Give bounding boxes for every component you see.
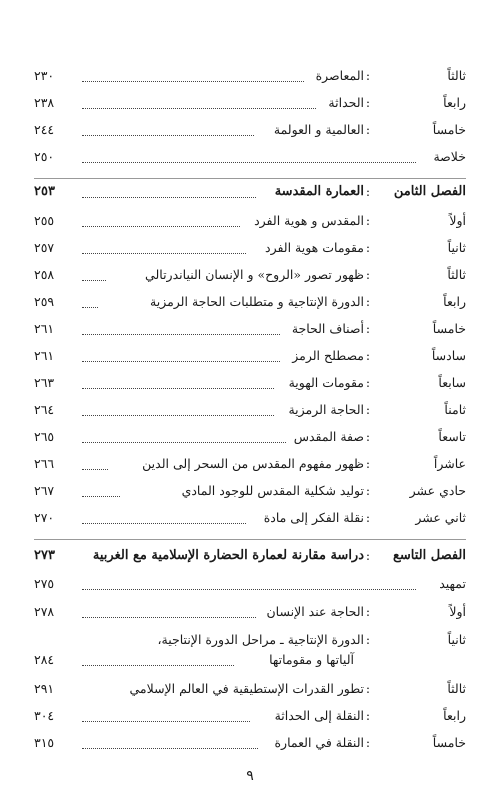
entry-title: المعاصرة (315, 68, 364, 83)
entry-colon: : (365, 68, 371, 83)
entry-colon: : (365, 456, 371, 471)
entry-colon: : (365, 184, 371, 199)
leader-dots (82, 665, 234, 666)
toc-entry (34, 122, 466, 146)
entry-colon: : (365, 735, 371, 750)
toc-entry (34, 483, 466, 507)
leader-dots (82, 442, 286, 443)
entry-page: ٢٦٦ (34, 456, 55, 471)
entry-colon: : (365, 510, 371, 525)
toc-entry (34, 510, 466, 534)
toc-entry (34, 68, 466, 92)
leader-dots (82, 162, 416, 163)
entry-colon: : (365, 213, 371, 228)
entry-page: ٢٦١ (34, 348, 55, 363)
entry-label: حادي عشر (409, 483, 466, 498)
entry-page: ٢٤٤ (34, 122, 55, 137)
entry-page: ٢٧٥ (34, 576, 55, 591)
entry-colon: : (365, 708, 371, 723)
leader-dots (82, 523, 246, 524)
entry-title: العمارة المقدسة (274, 184, 364, 199)
leader-dots (82, 135, 254, 136)
section-divider (34, 539, 466, 540)
entry-page: ٢٣٨ (34, 95, 55, 110)
entry-colon: : (365, 548, 371, 563)
entry-label: ثانياً (447, 240, 466, 255)
entry-title: تطور القدرات الإستطيقية في العالم الإسلامي (129, 681, 364, 696)
toc-entry (34, 681, 466, 705)
toc-entry (34, 456, 466, 480)
entry-label: ثالثاً (447, 681, 466, 696)
toc-entry (34, 267, 466, 291)
leader-dots (82, 388, 274, 389)
entry-colon: : (365, 95, 371, 110)
toc-entry (34, 735, 466, 759)
entry-colon: : (365, 402, 371, 417)
entry-page: ٢٦١ (34, 321, 55, 336)
toc-entry (34, 294, 466, 318)
entry-title: ظهور تصور «الروح» و الإنسان النياندرتالي (145, 267, 364, 282)
entry-page: ٢٦٤ (34, 402, 55, 417)
leader-dots (82, 108, 316, 109)
entry-page: ٢٧٠ (34, 510, 55, 525)
entry-page: ٢٥٩ (34, 294, 55, 309)
entry-title: الدورة الإنتاجية و متطلبات الحاجة الرمزية (150, 294, 364, 309)
entry-title: مصطلح الرمز (292, 348, 364, 363)
entry-label: ثالثاً (447, 267, 466, 282)
leader-dots (82, 280, 106, 281)
entry-label: ثالثاً (447, 68, 466, 83)
entry-colon: : (365, 348, 371, 363)
entry-title: المقدس و هوية الفرد (254, 213, 364, 228)
entry-title-continuation: آلياتها و مقوماتها (269, 652, 354, 667)
entry-label: رابعاً (443, 294, 466, 309)
leader-dots (82, 226, 240, 227)
leader-dots (82, 721, 250, 722)
page-number: ٩ (246, 768, 254, 784)
leader-dots (82, 748, 258, 749)
entry-label: أولاً (449, 213, 466, 228)
entry-label: ثانياً (447, 632, 466, 647)
entry-colon: : (365, 267, 371, 282)
entry-title: العالمية و العولمة (273, 122, 364, 137)
leader-dots (82, 307, 98, 308)
entry-page: ٢٩١ (34, 681, 55, 696)
chapter-heading (34, 548, 466, 572)
entry-label: خامساً (432, 122, 466, 137)
entry-colon: : (365, 240, 371, 255)
entry-page: ٢٥٠ (34, 149, 55, 164)
entry-label: الفصل التاسع (392, 548, 466, 563)
entry-title: ظهور مفهوم المقدس من السحر إلى الدين (142, 456, 364, 471)
entry-label: خلاصة (433, 149, 466, 164)
entry-label: ثاني عشر (415, 510, 466, 525)
entry-page: ٢٦٧ (34, 483, 55, 498)
entry-title: الدورة الإنتاجية ـ مراحل الدورة الإنتاجية، (157, 632, 364, 647)
leader-dots (82, 361, 280, 362)
leader-dots (82, 197, 256, 198)
toc-entry (34, 375, 466, 399)
entry-title: توليد شكلية المقدس للوجود المادي (181, 483, 364, 498)
entry-title: الحاجة الرمزية (288, 402, 364, 417)
entry-colon: : (365, 632, 371, 647)
entry-page: ٢٦٥ (34, 429, 55, 444)
entry-label: خامساً (432, 321, 466, 336)
entry-colon: : (365, 604, 371, 619)
toc-entry (34, 240, 466, 264)
entry-title: نقلة الفكر إلى مادة (263, 510, 364, 525)
toc-entry (34, 576, 466, 600)
leader-dots (82, 334, 280, 335)
entry-title: مقومات هوية الفرد (265, 240, 364, 255)
leader-dots (82, 589, 416, 590)
entry-page: ٢٥٨ (34, 267, 55, 282)
entry-page: ٢٥٧ (34, 240, 55, 255)
entry-label: سابعاً (438, 375, 466, 390)
entry-label: ثامناً (444, 402, 466, 417)
toc-entry (34, 95, 466, 119)
leader-dots (82, 496, 120, 497)
entry-label: الفصل الثامن (393, 184, 466, 199)
entry-label: تاسعاً (438, 429, 466, 444)
entry-label: سادساً (431, 348, 466, 363)
entry-colon: : (365, 321, 371, 336)
toc-entry (34, 213, 466, 237)
toc-entry (34, 708, 466, 732)
toc-entry (34, 429, 466, 453)
entry-page: ٢٥٥ (34, 213, 55, 228)
entry-label: خامساً (432, 735, 466, 750)
entry-title: النقلة إلى الحداثة (274, 708, 364, 723)
entry-page: ٢٨٤ (34, 652, 55, 667)
leader-dots (82, 81, 304, 82)
entry-colon: : (365, 483, 371, 498)
toc-entry (34, 348, 466, 372)
entry-page: ٣١٥ (34, 735, 55, 750)
leader-dots (82, 617, 256, 618)
entry-colon: : (365, 681, 371, 696)
entry-title: الحداثة (328, 95, 364, 110)
entry-colon: : (365, 429, 371, 444)
leader-dots (82, 469, 108, 470)
entry-title: صفة المقدس (293, 429, 364, 444)
entry-page: ٣٠٤ (34, 708, 55, 723)
entry-label: عاشراً (433, 456, 466, 471)
entry-title: النقلة في العمارة (274, 735, 364, 750)
leader-dots (82, 253, 246, 254)
leader-dots (82, 415, 274, 416)
entry-label: أولاً (449, 604, 466, 619)
entry-page: ٢٥٣ (34, 184, 55, 199)
entry-title: مقومات الهوية (288, 375, 364, 390)
chapter-heading (34, 184, 466, 208)
entry-title: أصناف الحاجة (291, 321, 364, 336)
entry-title: دراسة مقارنة لعمارة الحضارة الإسلامية مع الغربية (92, 548, 364, 563)
toc-entry (34, 402, 466, 426)
entry-page: ٢٧٣ (34, 548, 55, 563)
toc-entry (34, 321, 466, 345)
toc-entry-multiline (34, 632, 466, 676)
entry-page: ٢٦٣ (34, 375, 55, 390)
toc-entry (34, 149, 466, 173)
entry-title: الحاجة عند الإنسان (266, 604, 364, 619)
entry-label: تمهيد (439, 576, 466, 591)
entry-page: ٢٧٨ (34, 604, 55, 619)
toc-entry (34, 604, 466, 628)
entry-colon: : (365, 375, 371, 390)
section-divider (34, 178, 466, 179)
entry-label: رابعاً (443, 708, 466, 723)
entry-colon: : (365, 122, 371, 137)
entry-page: ٢٣٠ (34, 68, 55, 83)
entry-label: رابعاً (443, 95, 466, 110)
entry-colon: : (365, 294, 371, 309)
